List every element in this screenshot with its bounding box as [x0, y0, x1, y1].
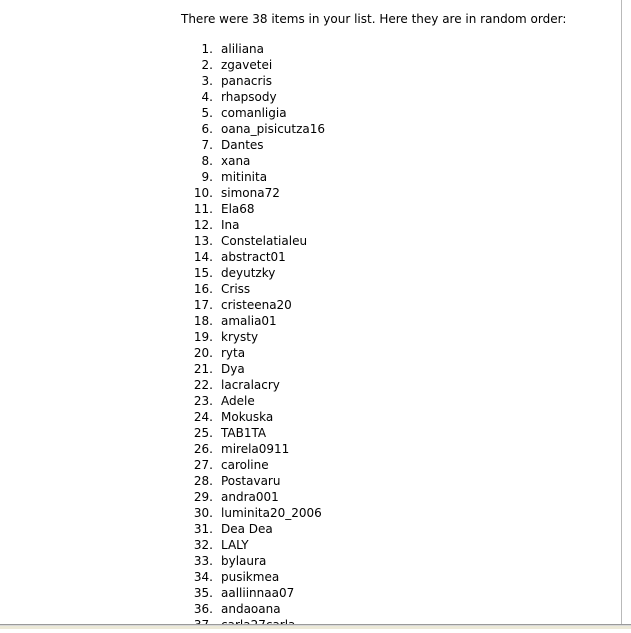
item-name: Ina — [221, 218, 240, 232]
item-name: bylaura — [221, 554, 267, 568]
list-item — [181, 521, 325, 537]
list-item — [181, 201, 325, 217]
list-item — [181, 137, 325, 153]
item-name: andra001 — [221, 490, 279, 504]
item-number: 8. — [201, 154, 213, 168]
list-item — [181, 601, 325, 617]
item-number: 2. — [201, 58, 213, 72]
item-name: Dya — [221, 362, 245, 376]
list-item — [181, 297, 325, 313]
item-number: 31. — [193, 522, 213, 536]
list-item — [181, 185, 325, 201]
item-name: oana_pisicutza16 — [221, 122, 326, 136]
item-number: 26. — [193, 442, 213, 456]
item-number: 9. — [201, 170, 213, 184]
item-number: 11. — [193, 202, 213, 216]
window-bottom-edge — [0, 624, 631, 629]
item-number: 19. — [193, 330, 213, 344]
item-name: krysty — [221, 330, 259, 344]
item-name: TAB1TA — [221, 426, 267, 440]
item-number: 33. — [193, 554, 213, 568]
list-item — [181, 585, 325, 601]
item-name: lacralacry — [221, 378, 280, 392]
item-name: luminita20_2006 — [221, 506, 322, 520]
item-number: 21. — [193, 362, 213, 376]
item-number: 28. — [193, 474, 213, 488]
item-number: 1. — [201, 42, 213, 56]
item-number: 23. — [193, 394, 213, 408]
list-item — [181, 537, 325, 553]
item-number: 14. — [193, 250, 213, 264]
item-name: pusikmea — [221, 570, 280, 584]
list-item — [181, 457, 325, 473]
item-name: deyutzky — [221, 266, 276, 280]
item-number: 7. — [201, 138, 213, 152]
item-number: 25. — [193, 426, 213, 440]
list-item — [181, 89, 325, 105]
item-number: 13. — [193, 234, 213, 248]
item-number: 36. — [193, 602, 213, 616]
item-number: 32. — [193, 538, 213, 552]
list-item — [181, 57, 325, 73]
list-item — [181, 105, 325, 121]
item-name: Criss — [221, 282, 251, 296]
item-number: 10. — [193, 186, 213, 200]
item-name: Dantes — [221, 138, 264, 152]
list-item — [181, 505, 325, 521]
item-name: Constelatialeu — [221, 234, 308, 248]
list-item — [181, 313, 325, 329]
item-name: zgavetei — [221, 58, 273, 72]
list-item — [181, 409, 325, 425]
item-name: panacris — [221, 74, 273, 88]
item-number: 24. — [193, 410, 213, 424]
list-item — [181, 217, 325, 233]
item-number: 22. — [193, 378, 213, 392]
item-number: 30. — [193, 506, 213, 520]
item-number: 27. — [193, 458, 213, 472]
list-item — [181, 281, 325, 297]
item-name: andaoana — [221, 602, 281, 616]
item-number: 29. — [193, 490, 213, 504]
list-item — [181, 153, 325, 169]
list-item — [181, 41, 325, 57]
item-number: 3. — [201, 74, 213, 88]
list-item — [181, 121, 325, 137]
list-item — [181, 377, 325, 393]
item-number: 4. — [201, 90, 213, 104]
list-item — [181, 569, 325, 585]
item-number: 18. — [193, 314, 213, 328]
list-item — [181, 73, 325, 89]
list-item — [181, 249, 325, 265]
item-name: amalia01 — [221, 314, 277, 328]
item-name: mirela0911 — [221, 442, 290, 456]
item-name: aalliinnaa07 — [221, 586, 295, 600]
item-number: 34. — [193, 570, 213, 584]
list-item — [181, 393, 325, 409]
item-name: Adele — [221, 394, 255, 408]
item-number: 16. — [193, 282, 213, 296]
list-item — [181, 361, 325, 377]
list-item — [181, 265, 325, 281]
list-item — [181, 473, 325, 489]
item-name: xana — [221, 154, 251, 168]
list-item — [181, 441, 325, 457]
item-name: mitinita — [221, 170, 268, 184]
list-item — [181, 329, 325, 345]
item-name: Dea Dea — [221, 522, 273, 536]
item-name: simona72 — [221, 186, 280, 200]
intro-text: There were 38 items in your list. Here they are in random order: — [181, 12, 567, 26]
list-item — [181, 553, 325, 569]
item-name: aliliana — [221, 42, 265, 56]
list-item — [181, 489, 325, 505]
item-number: 12. — [193, 218, 213, 232]
list-item — [181, 345, 325, 361]
item-number: 6. — [201, 122, 213, 136]
list-item — [181, 169, 325, 185]
random-order-list — [181, 41, 325, 633]
item-name: Ela68 — [221, 202, 255, 216]
item-name: rhapsody — [221, 90, 277, 104]
item-name: Mokuska — [221, 410, 274, 424]
item-name: ryta — [221, 346, 246, 360]
item-number: 20. — [193, 346, 213, 360]
list-item — [181, 425, 325, 441]
item-name: comanligia — [221, 106, 287, 120]
item-number: 15. — [193, 266, 213, 280]
item-number: 17. — [193, 298, 213, 312]
item-name: cristeena20 — [221, 298, 292, 312]
item-number: 5. — [201, 106, 213, 120]
item-name: caroline — [221, 458, 269, 472]
window-right-edge — [621, 0, 631, 629]
list-item — [181, 233, 325, 249]
item-name: Postavaru — [221, 474, 281, 488]
item-number: 35. — [193, 586, 213, 600]
item-name: LALY — [221, 538, 249, 552]
item-name: abstract01 — [221, 250, 286, 264]
